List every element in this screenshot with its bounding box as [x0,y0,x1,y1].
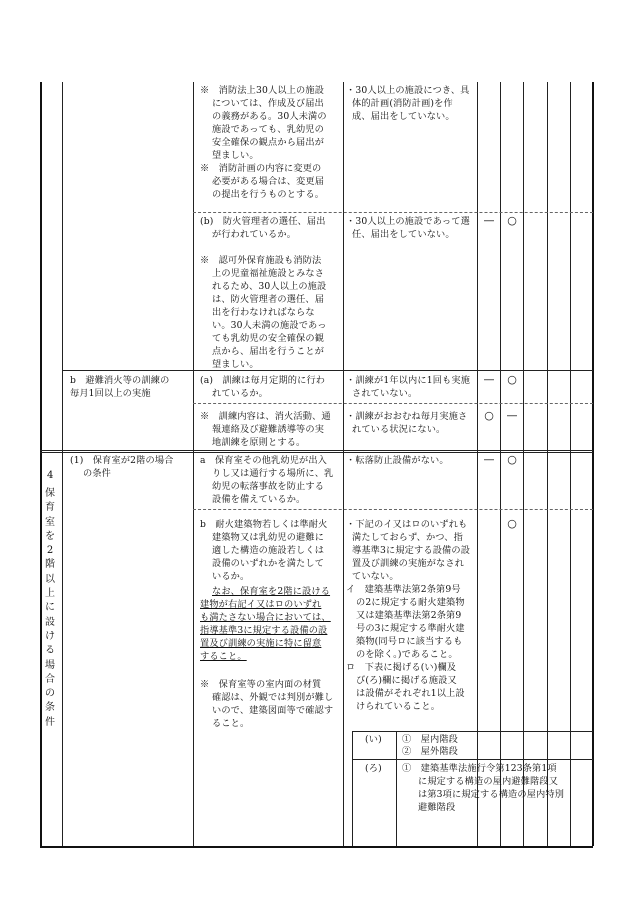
mark-dash: — [483,373,495,386]
mark-circle: ○ [507,373,517,386]
floor2-item-2: の条件 [83,468,112,479]
mark-dash: — [483,453,495,466]
col-criteria-divider [343,82,344,846]
inspection-sheet-page: 4 保育室を2階以上に設ける場合の条件 b 避難消火等の訓練の 毎月1回以上の実施 (1) 保育室が2階の場合 の条件 ※ 消防法上30人以上の施設 については、作成及び届出 の義務がある。30人未満の 施設であっても、乳幼児の 安全確保の観点から届出が 望ましい。 ※ 消防計画の内容に変更の 必要がある場合は、変更届 の提出を行うものとする。 ・30人以上の施設につき、具 体的計画(消防計画)を作 成、届出をしていない。 (b) 防火管理者の選任、届出 が行われているか。 ※ 認可外保育施設も消防法 上の児童福祉施設とみなさ れるため、30人以上の施設 は、防火管理者の選任、届 出を行わなければならな い。30人未満の施設であっ ても乳幼児の安全確保の観 点から、届出を行うことが 望ましい。 ・30人以上の施設であって選 任、届出をしていない。 — ○ (a) 訓練は毎月定期的に行わ れているか。 ・訓練が1年以内に1回も実施 されていない。 — ○ ※ 訓練内容は、消火活動、通 報連絡及び避難誘導等の実 地訓練を原則とする。 ・訓練がおおむね毎月実施さ れている状況にない。 ○ — a 保育室その他乳幼児が出入 りし又は通行する場所に、乳 幼児の転落事故を防止する 設備を備えているか。 ・転落防止設備がない。 — ○ b 耐火建築物若しくは準耐火 建築物又は乳幼児の避難に 適した構造の施設若しくは 設備のいずれかを満たして いるか。 なお、保育室を2階に設ける 建物が右記イ又はロのいずれ も満たさない場合においては、 指導基準3に規定する設備の設 置及び訓練の実施に特に留意 すること。 ※ 保育室等の室内面の材質 確認は、外観では判別が難し いので、建築図面等で確認す ること。 ・下記のイ又はロのいずれも 満たしておらず、かつ、指 導基準3に規定する設備の設 置及び訓練の実施がなされ ていない。 イ 建築基準法第2条第9号 の2に規定する耐火建築物 又は建築基準法第2条第9 号の3に規定する準耐火建 築物(同号ロに該当するも のを除く。)であること。 ロ 下表に掲げる(い)欄及 び(ろ)欄に掲げる施設又 は設備がそれぞれ1以上設 けられていること。 ○ (い) ① 屋内階段 ② 屋外階段 (ろ) ① 建築基準法施行令第123条第1項 に規定する構造の屋内避難階段又 は第3項に規定する構造の屋内特別 避難階段 [0,0,630,916]
subtable-left [352,731,353,846]
subtable-col-divider [396,731,397,846]
col-item-divider [193,82,194,846]
bottom-border [40,846,593,848]
mark-circle: ○ [507,214,517,227]
subtable-mid [352,759,593,760]
evacuation-drill-item: b 避難消火等の訓練の [70,375,170,386]
floor2-item: (1) 保育室が2階の場合 [70,455,174,466]
section-number: 4 [47,470,54,481]
mark-circle: ○ [484,409,494,422]
evacuation-drill-item-2: 毎月1回以上の実施 [70,388,151,399]
subtable-col-label: (ろ) [365,763,382,774]
row-divider-evac [62,370,593,371]
left-border [40,82,42,846]
row-divider-4b [193,509,593,510]
mark-circle: ○ [507,517,517,530]
subtable-col-label: (い) [365,734,382,745]
row-divider-evac-note [193,403,593,404]
section-title-vertical: 保育室を2階以上に設ける場合の条件 [45,488,55,728]
row-divider-b [193,212,593,213]
col-number-divider [62,82,63,846]
mark-circle: ○ [507,453,517,466]
subtable-top [352,731,593,732]
mark-dash: — [506,409,518,422]
mark-dash: — [483,214,495,227]
